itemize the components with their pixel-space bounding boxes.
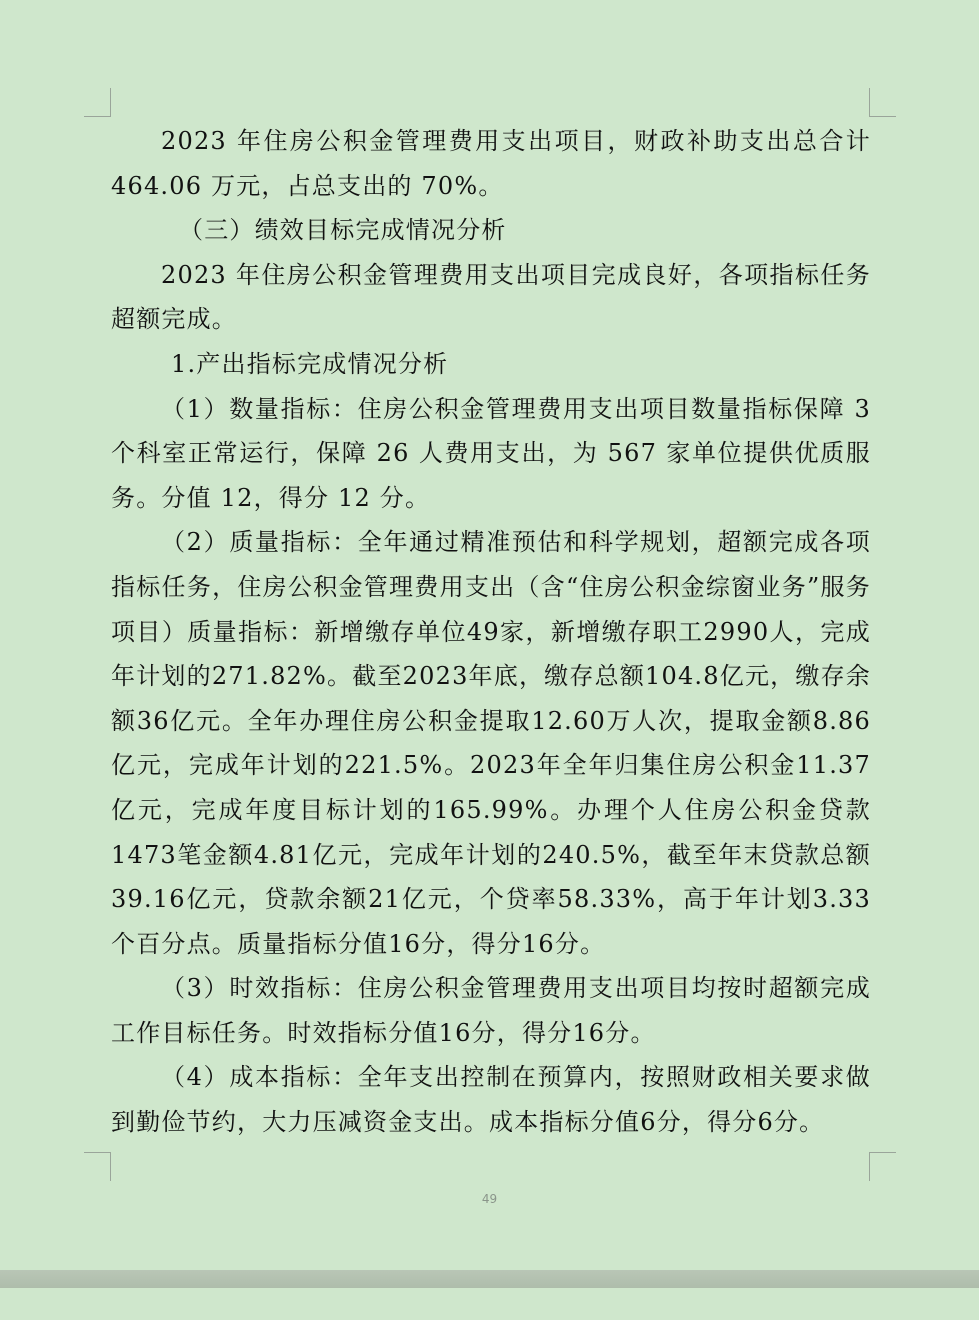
paragraph: 2023 年住房公积金管理费用支出项目完成良好，各项指标任务超额完成。 [111,260,871,334]
crop-mark-top-left [84,88,111,117]
paragraph: （3）时效指标：住房公积金管理费用支出项目均按时超额完成工作目标任务。时效指标分值16分，得分16分。 [111,974,871,1047]
crop-mark-bottom-right [869,1152,896,1181]
section-heading: （三）绩效目标完成情况分析 [179,216,507,245]
paragraph: （2）质量指标：全年通过精准预估和科学规划，超额完成各项指标任务，住房公积金管理费用支出（含“住房公积金综窗业务”服务项目）质量指标：新增缴存单位49家，新增缴存职工2990人，完成年计划的271.82%。截至2023年底，缴存总额104.8亿元，缴存余额36亿元。全年办理住房公积金提取12.60万人次，提取金额8.86亿元，完成年计划的221.5%。2023年全年归集住房公积金11.37亿元，完成年度目标计划的165.99%。办理个人住房公积金贷款1473笔金额4.81亿元，完成年计划的240.5%，截至年末贷款总额39.16亿元，贷款余额21亿元，个贷率58.33%，高于年计划3.33个百分点。质量指标分值16分，得分16分。 [111,528,871,958]
viewer-bottom-bar [0,1270,979,1288]
subsection-heading: 1.产出指标完成情况分析 [171,349,449,378]
paragraph: 2023 年住房公积金管理费用支出项目，财政补助支出总合计 464.06 万元，占总支出的 70%。 [111,127,871,200]
body-text [111,119,871,1145]
crop-mark-top-right [869,88,896,117]
page-number: 49 [481,1192,498,1206]
paragraph: （1）数量指标：住房公积金管理费用支出项目数量指标保障 3 个科室正常运行，保障 26 人费用支出，为 567 家单位提供优质服务。分值 12，得分 12 分。 [111,394,871,512]
crop-mark-bottom-left [84,1152,111,1181]
paragraph: （4）成本指标：全年支出控制在预算内，按照财政相关要求做到勤俭节约，大力压减资金支出。成本指标分值6分，得分6分。 [111,1063,871,1137]
